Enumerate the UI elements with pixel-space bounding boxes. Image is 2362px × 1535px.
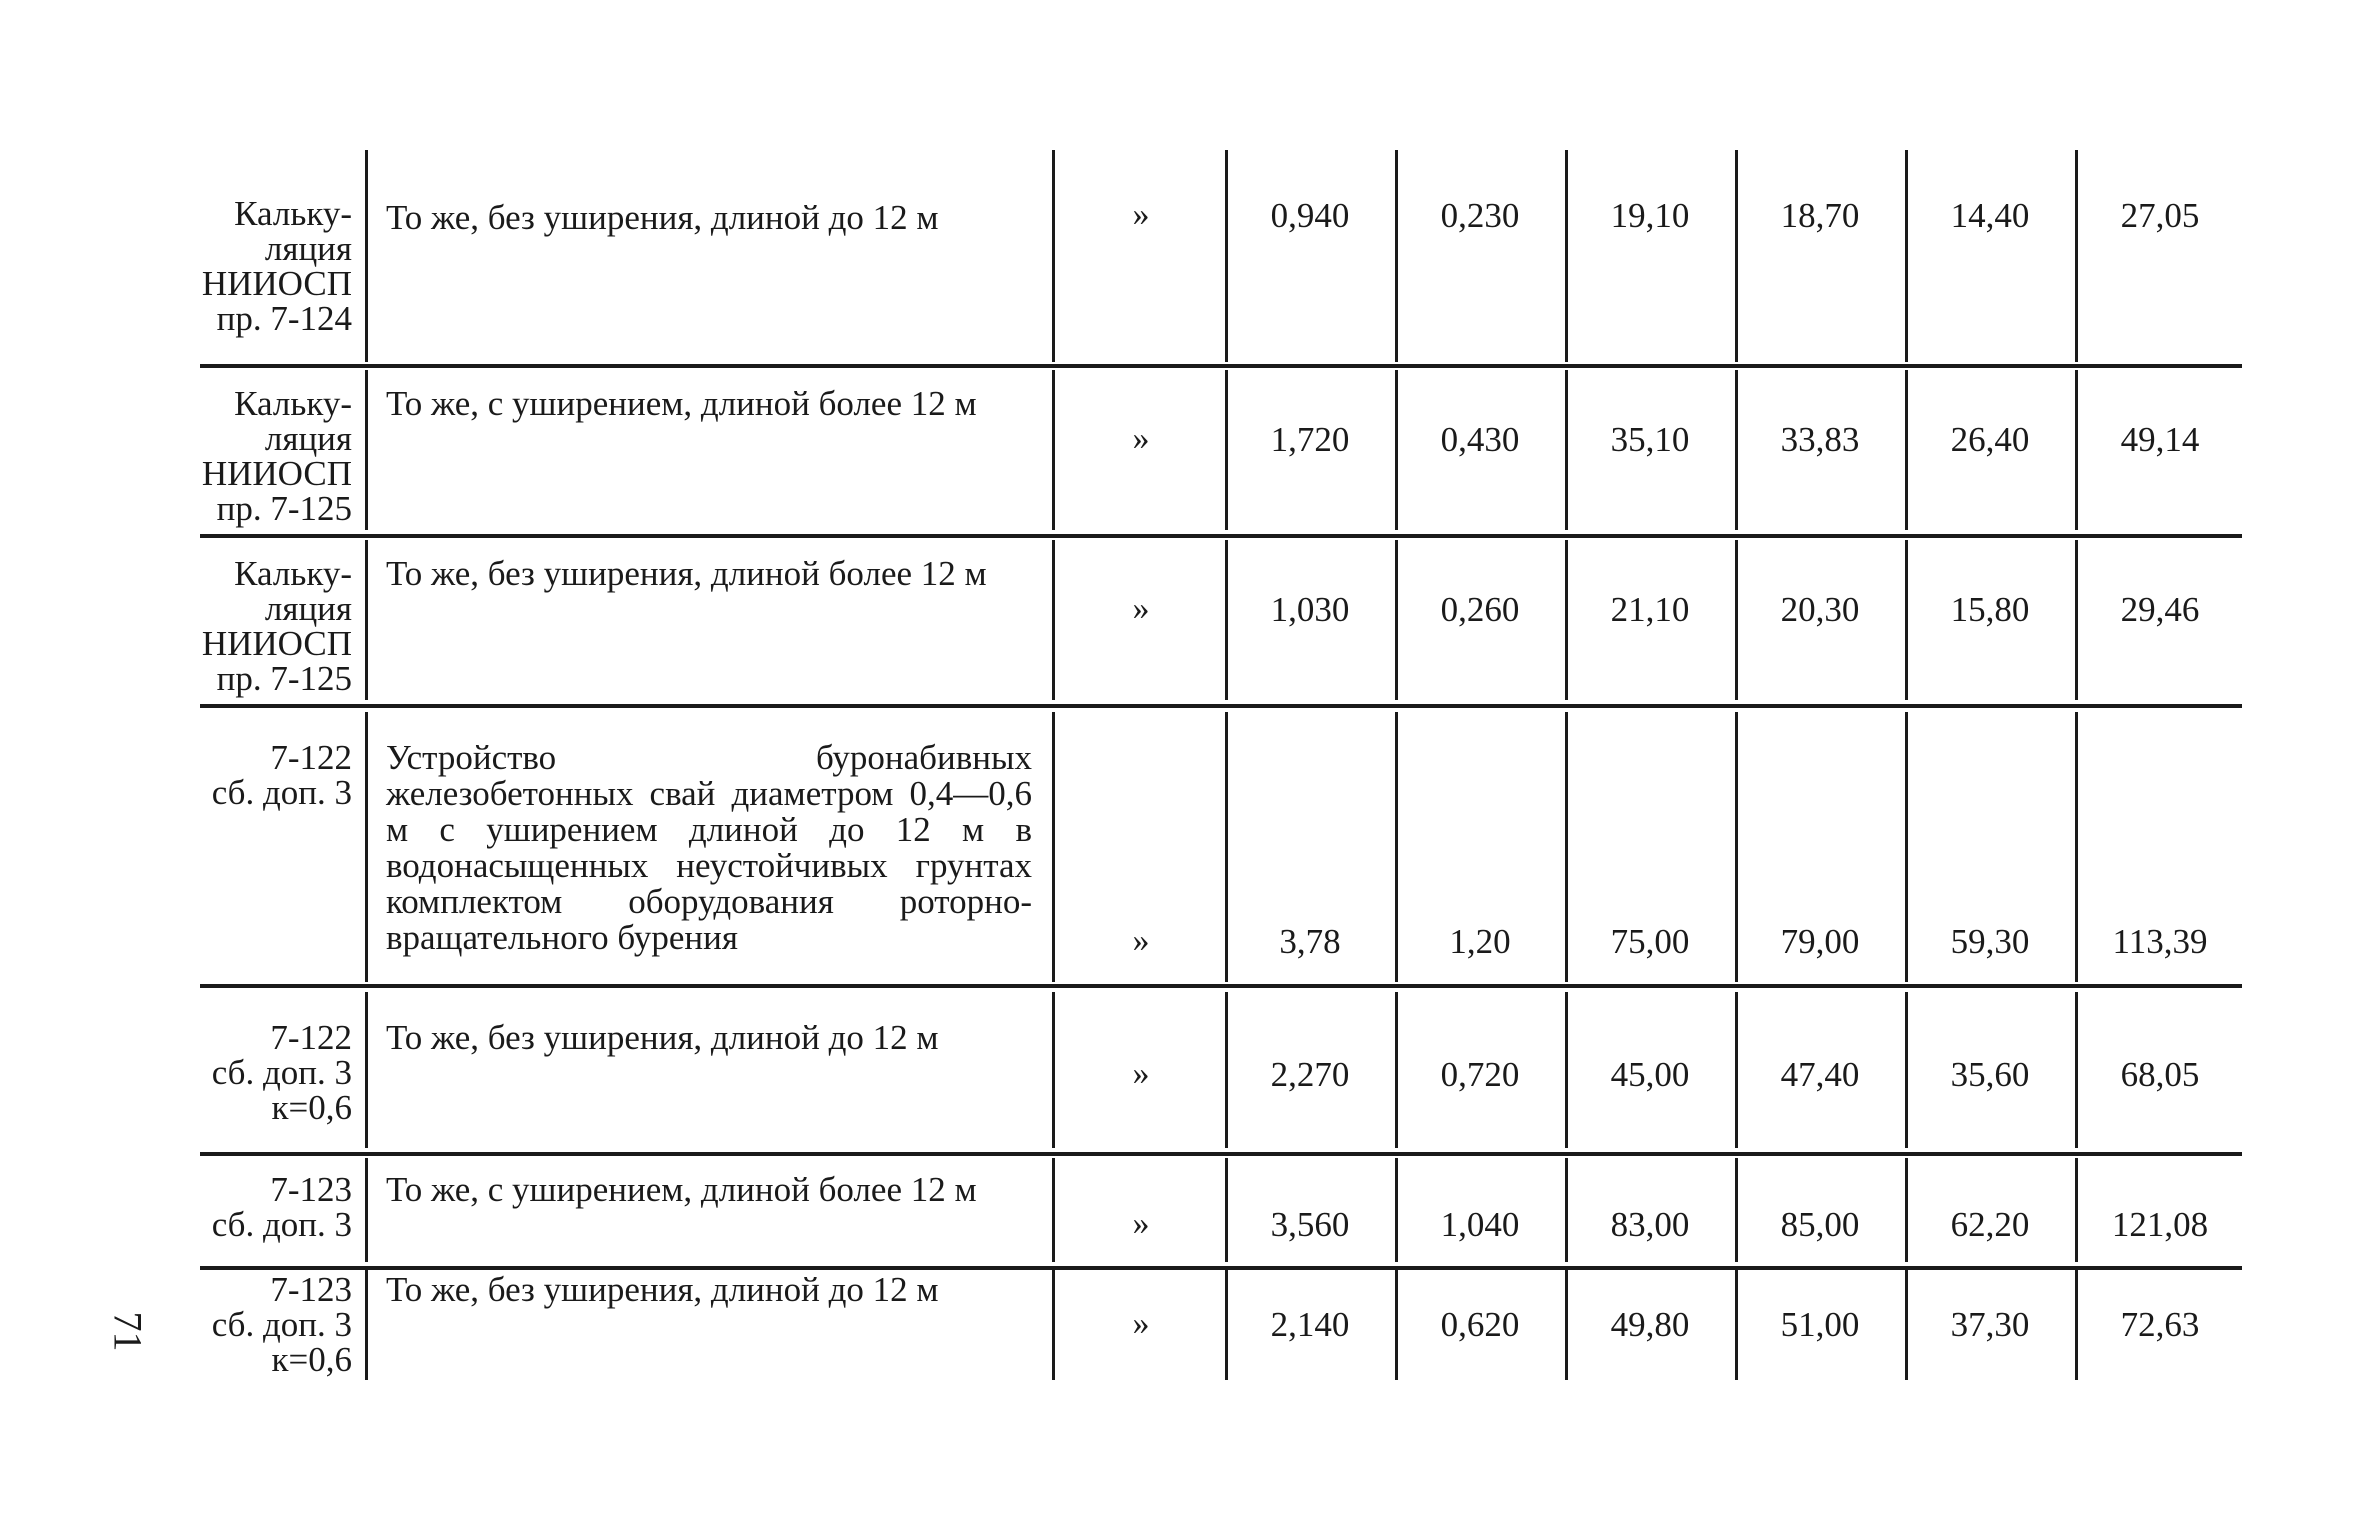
column-divider <box>1052 1158 1055 1262</box>
column-divider <box>1052 540 1055 700</box>
column-divider <box>1395 150 1398 362</box>
value-cell: 29,46 <box>2120 590 2200 629</box>
value-cell: 0,620 <box>1440 1305 1520 1344</box>
row-separator <box>200 984 2242 988</box>
row-separator <box>200 364 2242 368</box>
column-divider <box>365 370 368 530</box>
value-cell: 0,260 <box>1440 590 1520 629</box>
value-cell: 121,08 <box>2111 1205 2209 1244</box>
value-cell: 83,00 <box>1610 1205 1690 1244</box>
value-cell: 27,05 <box>2120 196 2200 235</box>
column-divider <box>1735 150 1738 362</box>
column-divider <box>1052 150 1055 362</box>
value-cell: 1,030 <box>1270 590 1350 629</box>
unit-ditto: » <box>1132 1205 1150 1242</box>
work-description: То же, без уширения, длиной до 12 м <box>386 1270 939 1309</box>
value-cell: 2,140 <box>1270 1305 1350 1344</box>
page-number: 71 <box>105 1311 151 1352</box>
value-cell: 0,940 <box>1270 196 1350 235</box>
norm-code: Кальку- ляция НИИОСП пр. 7-124 <box>201 194 352 338</box>
column-divider <box>2075 150 2078 362</box>
value-cell: 47,40 <box>1780 1055 1860 1094</box>
value-cell: 18,70 <box>1780 196 1860 235</box>
row-separator <box>200 704 2242 708</box>
unit-ditto: » <box>1132 1055 1150 1092</box>
value-cell: 1,040 <box>1440 1205 1520 1244</box>
value-cell: 72,63 <box>2120 1305 2200 1344</box>
value-cell: 3,560 <box>1270 1205 1350 1244</box>
value-cell: 49,80 <box>1610 1305 1690 1344</box>
value-cell: 33,83 <box>1780 420 1860 459</box>
value-cell: 1,20 <box>1449 922 1511 961</box>
value-cell: 3,78 <box>1279 922 1341 961</box>
column-divider <box>365 992 368 1148</box>
value-cell: 0,720 <box>1440 1055 1520 1094</box>
column-divider <box>1052 992 1055 1148</box>
norm-code: Кальку- ляция НИИОСП пр. 7-125 <box>201 554 352 698</box>
value-cell: 26,40 <box>1950 420 2030 459</box>
work-description: То же, с уширением, длиной более 12 м <box>386 1170 977 1209</box>
norm-code: 7-122 сб. доп. 3 <box>211 738 352 812</box>
unit-ditto: » <box>1132 420 1150 457</box>
value-cell: 0,430 <box>1440 420 1520 459</box>
column-divider <box>365 1270 368 1380</box>
norm-code: 7-123 сб. доп. 3 <box>211 1170 352 1244</box>
unit-ditto: » <box>1132 590 1150 627</box>
value-cell: 37,30 <box>1950 1305 2030 1344</box>
norm-code: 7-123 сб. доп. 3 к=0,6 <box>211 1270 352 1379</box>
unit-ditto: » <box>1132 196 1150 233</box>
row-separator <box>200 1266 2242 1270</box>
column-divider <box>365 1158 368 1262</box>
value-cell: 14,40 <box>1950 196 2030 235</box>
work-description: Устройство буронабивных железобетонных свай диаметром 0,4—0,6 м с уширением длиной до 12 м в водонасыщенных неустойчивых грунтах комплектом оборудования роторно-вращательного бурения <box>386 738 1032 957</box>
column-divider <box>1052 1270 1055 1380</box>
column-divider <box>1052 370 1055 530</box>
column-divider <box>365 540 368 700</box>
value-cell: 20,30 <box>1780 590 1860 629</box>
work-description: То же, без уширения, длиной до 12 м <box>386 198 939 237</box>
value-cell: 85,00 <box>1780 1205 1860 1244</box>
column-divider <box>365 150 368 362</box>
value-cell: 0,230 <box>1440 196 1520 235</box>
value-cell: 45,00 <box>1610 1055 1690 1094</box>
norm-code: 7-122 сб. доп. 3 к=0,6 <box>211 1018 352 1127</box>
unit-ditto: » <box>1132 922 1150 959</box>
value-cell: 21,10 <box>1610 590 1690 629</box>
value-cell: 19,10 <box>1610 196 1690 235</box>
value-cell: 35,60 <box>1950 1055 2030 1094</box>
row-separator <box>200 534 2242 538</box>
column-divider <box>365 712 368 982</box>
work-description: То же, без уширения, длиной более 12 м <box>386 554 987 593</box>
value-cell: 62,20 <box>1950 1205 2030 1244</box>
value-cell: 1,720 <box>1270 420 1350 459</box>
value-cell: 51,00 <box>1780 1305 1860 1344</box>
column-divider <box>1225 150 1228 362</box>
column-divider <box>1052 712 1055 982</box>
value-cell: 75,00 <box>1610 922 1690 961</box>
value-cell: 68,05 <box>2120 1055 2200 1094</box>
work-description: То же, с уширением, длиной более 12 м <box>386 384 977 423</box>
value-cell: 113,39 <box>2112 922 2208 961</box>
row-separator <box>200 1152 2242 1156</box>
unit-ditto: » <box>1132 1305 1150 1342</box>
work-description: То же, без уширения, длиной до 12 м <box>386 1018 939 1057</box>
value-cell: 35,10 <box>1610 420 1690 459</box>
value-cell: 59,30 <box>1950 922 2030 961</box>
column-divider <box>1565 150 1568 362</box>
norm-code: Кальку- ляция НИИОСП пр. 7-125 <box>201 384 352 528</box>
value-cell: 2,270 <box>1270 1055 1350 1094</box>
column-divider <box>1905 150 1908 362</box>
value-cell: 49,14 <box>2120 420 2200 459</box>
value-cell: 15,80 <box>1950 590 2030 629</box>
value-cell: 79,00 <box>1780 922 1860 961</box>
